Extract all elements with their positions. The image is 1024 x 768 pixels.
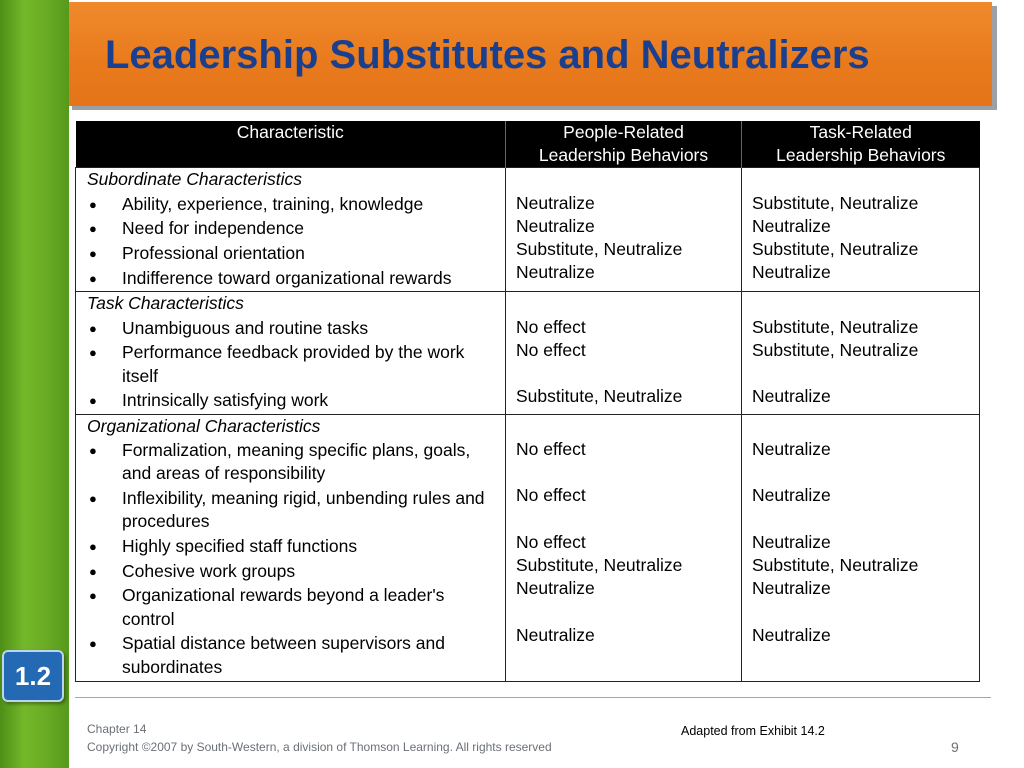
characteristic-cell xyxy=(76,292,506,415)
list-item-text: Performance feedback provided by the work itself xyxy=(122,342,465,386)
bullet-icon: ● xyxy=(89,270,97,286)
task-related-cell xyxy=(742,168,980,292)
bullet-icon: ● xyxy=(89,539,97,555)
people-related-values: No effect No effect No effect Substitute, Neutralize Neutralize Neutralize xyxy=(516,439,683,645)
list-item-text: Professional orientation xyxy=(122,243,305,264)
header-task-behaviors: Leadership Behaviors xyxy=(742,144,980,168)
people-related-values: No effect No effect Substitute, Neutralize xyxy=(516,316,683,407)
task-related-cell xyxy=(742,414,980,681)
bullet-icon: ● xyxy=(89,588,97,604)
bullet-icon: ● xyxy=(89,196,97,212)
list-item-text: Ability, experience, training, knowledge xyxy=(122,193,424,214)
people-related-cell xyxy=(506,168,742,292)
list-item-text: Spatial distance between supervisors and subordinates xyxy=(122,633,445,677)
footer-divider xyxy=(75,697,991,698)
bullet-icon: ● xyxy=(89,636,97,652)
list-item xyxy=(87,389,499,412)
header-people-behaviors: Leadership Behaviors xyxy=(506,144,742,168)
header-empty xyxy=(76,144,506,168)
group-title: Organizational Characteristics xyxy=(87,415,321,436)
list-item xyxy=(87,584,499,630)
people-related-cell xyxy=(506,414,742,681)
list-item-text: Organizational rewards beyond a leader's control xyxy=(122,585,445,629)
people-related-values: Neutralize Neutralize Substitute, Neutralize Neutralize xyxy=(516,192,683,283)
task-related-values: Neutralize Neutralize Neutralize Substitute, Neutralize Neutralize Neutralize xyxy=(752,439,919,645)
bullet-icon: ● xyxy=(89,443,97,459)
list-item xyxy=(87,317,499,340)
list-item xyxy=(87,341,499,387)
list-item-text: Cohesive work groups xyxy=(122,560,296,581)
header-row-1 xyxy=(76,121,980,144)
source-note: Adapted from Exhibit 14.2 xyxy=(681,724,825,738)
bullet-icon: ● xyxy=(89,320,97,336)
task-related-cell xyxy=(742,292,980,415)
header-row-2 xyxy=(76,144,980,168)
table-row-organizational xyxy=(76,414,980,681)
list-item xyxy=(87,193,499,216)
page-number: 9 xyxy=(951,739,959,755)
bullet-icon: ● xyxy=(89,393,97,409)
table-row-subordinate xyxy=(76,168,980,292)
group-title: Subordinate Characteristics xyxy=(87,169,302,189)
list-item xyxy=(87,242,499,265)
copyright-notice: Copyright ©2007 by South-Western, a division of Thomson Learning. All rights reserved xyxy=(87,740,552,754)
substitutes-table xyxy=(75,121,980,682)
list-item-text: Formalization, meaning specific plans, goals, and areas of responsibility xyxy=(122,440,471,484)
list-item xyxy=(87,439,499,485)
list-item-text: Need for independence xyxy=(122,218,304,239)
characteristic-cell xyxy=(76,414,506,681)
group-title: Task Characteristics xyxy=(87,293,244,314)
people-related-cell xyxy=(506,292,742,415)
task-related-values: Substitute, Neutralize Substitute, Neutralize Neutralize xyxy=(752,316,919,407)
header-characteristic: Characteristic xyxy=(76,121,506,144)
bullet-icon: ● xyxy=(89,345,97,361)
list-item xyxy=(87,535,499,558)
slide-title: Leadership Substitutes and Neutralizers xyxy=(105,33,870,77)
list-item-text: Highly specified staff functions xyxy=(122,536,358,557)
list-item-text: Indifference toward organizational rewards xyxy=(122,267,452,288)
header-task-related: Task-Related xyxy=(742,121,980,144)
list-item xyxy=(87,487,499,533)
list-item-text: Intrinsically satisfying work xyxy=(122,390,329,411)
list-item xyxy=(87,632,499,678)
characteristic-cell xyxy=(76,168,506,292)
list-item-text: Unambiguous and routine tasks xyxy=(122,317,369,338)
bullet-icon: ● xyxy=(89,221,97,237)
section-badge: 1.2 xyxy=(2,650,64,702)
list-item xyxy=(87,217,499,240)
bullet-icon: ● xyxy=(89,246,97,262)
task-related-values: Substitute, Neutralize Neutralize Substitute, Neutralize Neutralize xyxy=(752,192,919,283)
bullet-icon: ● xyxy=(89,491,97,507)
list-item xyxy=(87,267,499,290)
list-item xyxy=(87,560,499,583)
list-item-text: Inflexibility, meaning rigid, unbending rules and procedures xyxy=(122,488,485,532)
bullet-icon: ● xyxy=(89,563,97,579)
header-people-related: People-Related xyxy=(506,121,742,144)
table-row-task xyxy=(76,292,980,415)
chapter-label: Chapter 14 xyxy=(87,722,147,736)
